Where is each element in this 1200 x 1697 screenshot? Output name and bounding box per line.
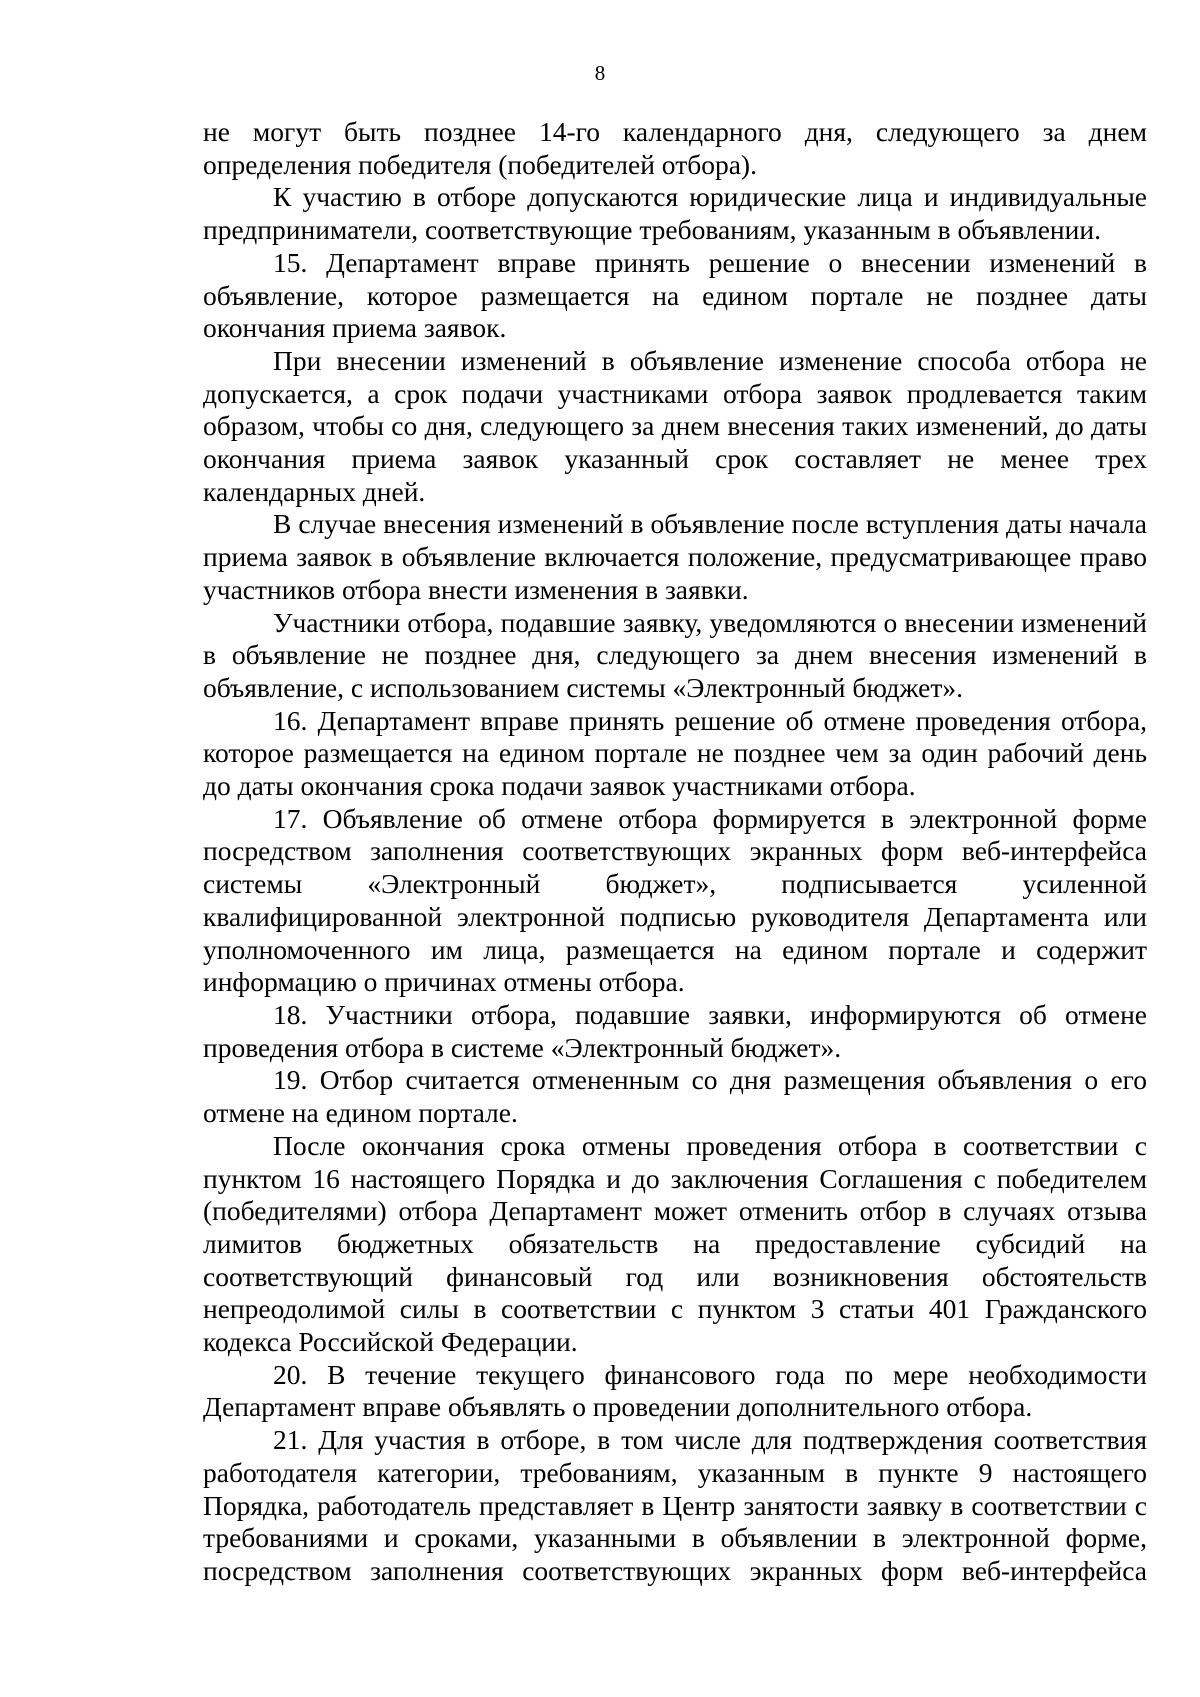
paragraph-19: 19. Отбор считается отмененным со дня размещения объявления о его отмене на едином портале. xyxy=(203,1064,1147,1129)
paragraph-17: 17. Объявление об отмене отбора формируется в электронной форме посредством заполнения соответствующих экранных форм веб-интерфейса системы «Электронный бюджет», подписывается усиленной квалифицированной электронной подписью руководителя Департамента или уполномоченного им лица, размещается на едином портале и содержит информацию о причинах отмены отбора. xyxy=(203,802,1147,998)
paragraph-15-notification: Участники отбора, подавшие заявку, уведомляются о внесении изменений в объявление не позднее дня, следующего за днем внесения изменений в объявление, с использованием системы «Электронный бюджет». xyxy=(203,606,1147,703)
paragraph-15: 15. Департамент вправе принять решение о внесении изменений в объявление, которое размещается на едином портале не позднее даты окончания приема заявок. xyxy=(203,246,1147,344)
paragraph-15-changes: При внесении изменений в объявление изменение способа отбора не допускается, а срок подачи участниками отбора заявок продлевается таким образом, чтобы со дня, следующего за днем внесения таких изменений, до даты окончания приема заявок указанный срок составляет не менее трех календарных дней. xyxy=(203,344,1147,507)
paragraph-21: 21. Для участия в отборе, в том числе для подтверждения соответствия работодателя категории, требованиям, указанным в пункте 9 настоящего Порядка, работодатель представляет в Центр занятости заявку в соответствии с требованиями и сроками, указанными в объявлении в электронной форме, посредством заполнения соответствующих экранных форм веб-интерфейса xyxy=(203,1424,1147,1586)
document-body xyxy=(203,116,1147,1588)
paragraph-admission: К участию в отборе допускаются юридические лица и индивидуальные предприниматели, соответствующие требованиям, указанным в объявлении. xyxy=(203,181,1147,246)
paragraph-20: 20. В течение текущего финансового года по мере необходимости Департамент вправе объявлять о проведении дополнительного отбора. xyxy=(203,1358,1147,1423)
paragraph-continuation: не могут быть позднее 14-го календарного дня, следующего за днем определения победителя (победителей отбора). xyxy=(203,116,1147,180)
page-number: 8 xyxy=(594,61,606,85)
paragraph-15-start-date: В случае внесения изменений в объявление после вступления даты начала приема заявок в объявление включается положение, предусматривающее право участников отбора внести изменения в заявки. xyxy=(203,508,1147,605)
paragraph-19-cancellation: После окончания срока отмены проведения отбора в соответствии с пунктом 16 настоящего Порядка и до заключения Соглашения с победителем (победителями) отбора Департамент может отменить отбор в случаях отзыва лимитов бюджетных обязательств на предоставление субсидий на соответствующий финансовый год или возникновения обстоятельств непреодолимой силы в соответствии с пунктом 3 статьи 401 Гражданского кодекса Российской Федерации. xyxy=(203,1129,1147,1358)
paragraph-16: 16. Департамент вправе принять решение об отмене проведения отбора, которое размещается на едином портале не позднее чем за один рабочий день до даты окончания срока подачи заявок участниками отбора. xyxy=(203,704,1147,802)
paragraph-18: 18. Участники отбора, подавшие заявки, информируются об отмене проведения отбора в системе «Электронный бюджет». xyxy=(203,998,1147,1063)
